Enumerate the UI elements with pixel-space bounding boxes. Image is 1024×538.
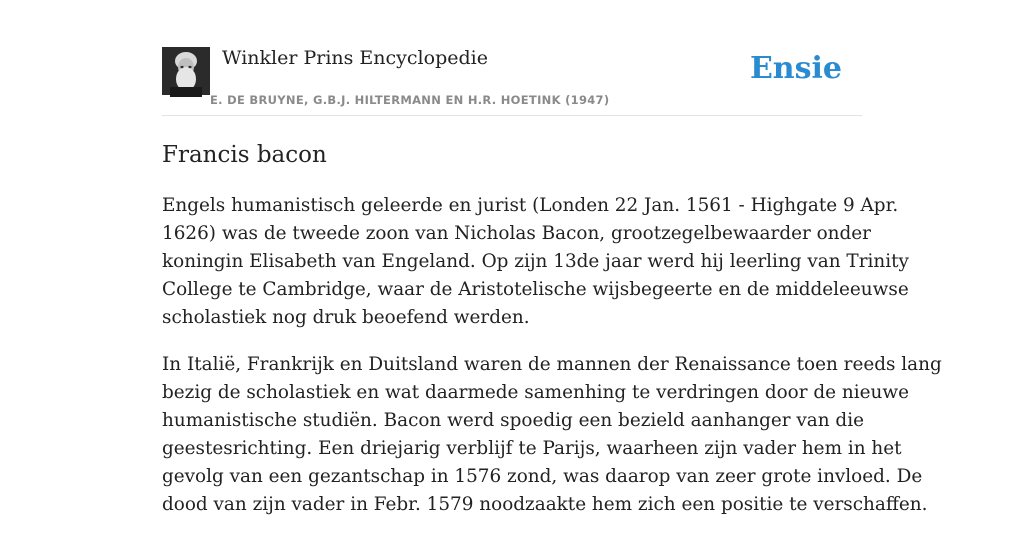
paragraph-line: humanistische studiën. Bacon werd spoedig een bezield aanhanger van die [162, 410, 864, 431]
paragraph-line: bezig de scholastiek en wat daarmede samenhing te verdringen door de nieuwe [162, 382, 909, 403]
article-title: Francis bacon [162, 142, 327, 168]
paragraph-line: Engels humanistisch geleerde en jurist (Londen 22 Jan. 1561 - Highgate 9 Apr. [162, 195, 899, 216]
avatar[interactable] [162, 47, 210, 95]
bearded-man-portrait-icon [162, 47, 210, 95]
paragraph-line: koningin Elisabeth van Engeland. Op zijn 13de jaar werd hij leerling van Trinity [162, 251, 909, 272]
site-header [162, 0, 862, 116]
authors-byline: E. DE BRUYNE, G.B.J. HILTERMANN EN H.R. HOETINK (1947) [210, 93, 610, 107]
paragraph-line: gevolg van een gezantschap in 1576 zond, was daarop van zeer grote invloed. De [162, 466, 923, 487]
paragraph-line: 1626) was de tweede zoon van Nicholas Bacon, grootzegelbewaarder onder [162, 223, 871, 244]
paragraph-line: In Italië, Frankrijk en Duitsland waren de mannen der Renaissance toen reeds lang [162, 354, 942, 375]
paragraph-line: College te Cambridge, waar de Aristotelische wijsbegeerte en de middeleeuwse [162, 279, 909, 300]
ensie-brand-logo[interactable]: Ensie [749, 51, 842, 86]
paragraph-line: geestesrichting. Een driejarig verblijf te Parijs, waarheen zijn vader hem in het [162, 438, 902, 459]
page-container [162, 0, 942, 515]
paragraph-1 [162, 192, 909, 332]
paragraph-2 [162, 351, 942, 519]
site-title-link[interactable]: Winkler Prins Encyclopedie [222, 47, 488, 69]
paragraph-line: scholastiek nog druk beoefend werden. [162, 307, 530, 328]
paragraph-line: dood van zijn vader in Febr. 1579 noodzaakte hem zich een positie te verschaffen. [162, 494, 928, 515]
article-body [162, 192, 942, 538]
